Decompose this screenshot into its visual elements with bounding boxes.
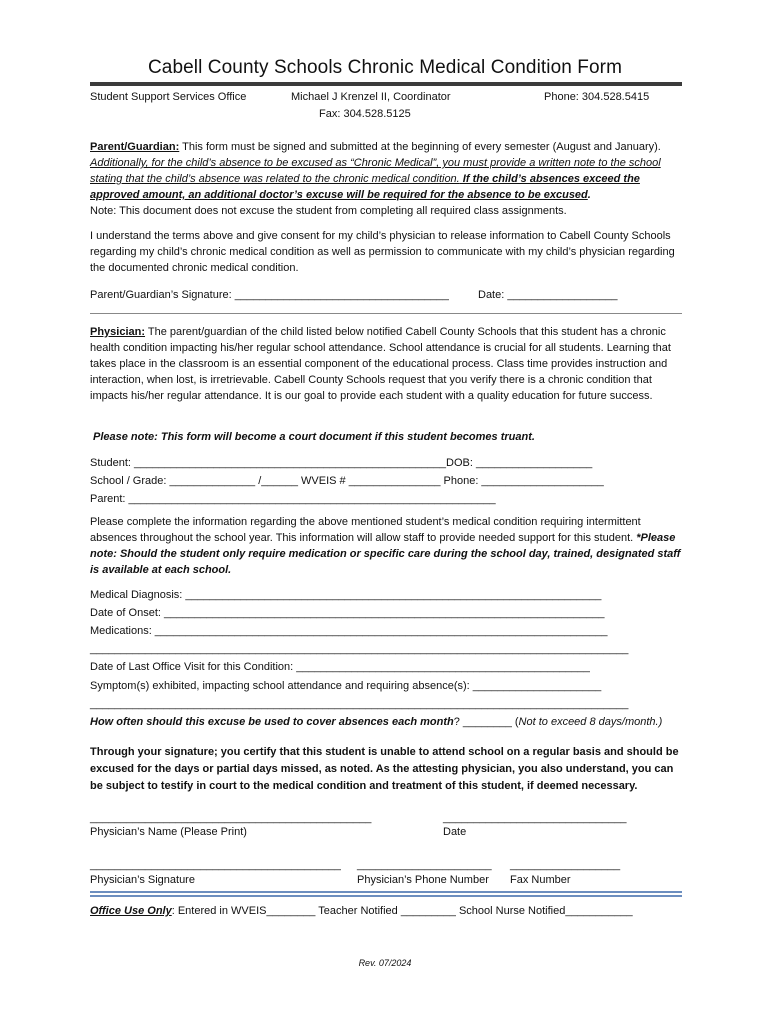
frequency-blank: ? ________ ( <box>453 716 519 728</box>
office-use-fields[interactable]: : Entered in WVEIS________ Teacher Notified _________ School Nurse Notified___________ <box>171 905 633 917</box>
office-use-label: Office Use Only <box>90 905 172 917</box>
fax-label: Fax Number <box>510 874 571 886</box>
office-fax: Fax: 304.528.5125 <box>319 108 411 120</box>
parent-signature-field[interactable]: Parent/Guardian’s Signature: ___________________________________ <box>90 289 449 301</box>
parent-label: Parent/Guardian: <box>90 141 180 153</box>
fax-line[interactable]: __________________ <box>510 859 621 871</box>
parent-excuse-warning: If the child’s absences exceed the approved amount, an additional doctor’s excuse will be required for the absence to be excused <box>90 173 640 201</box>
office-name: Student Support Services Office <box>90 91 247 103</box>
office-use-row <box>90 903 633 919</box>
title-rule <box>90 82 682 86</box>
medication-note: *Please note: Should the student only require medication or specific care during the school day, trained, designated staff is available at each school. <box>90 532 681 576</box>
physician-text: The parent/guardian of the child listed below notified Cabell County Schools that this student has a chronic health condition impacting his/her regular school attendance. School attendance is crucial for all students. Learning that takes place in the classroom is an essential component of the educational process. Class time provides instruction and interaction, when lost, is irretrievable. Cabell County Schools request that you verify there is a chronic condition that impacts his/her regular attendance. It is our goal to provide each student with a quality education for future success. <box>90 326 671 402</box>
parent-instructions <box>90 139 685 203</box>
consent-text: I understand the terms above and give consent for my child’s physician to release information to Cabell County Schools regarding my child’s chronic medical condition as well as permission to communicate with my child’s physician regarding the documented chronic medical condition. <box>90 230 675 274</box>
date-line[interactable]: ______________________________ <box>443 812 627 824</box>
court-note: Please note: This form will become a court document if this student becomes truant. <box>93 431 535 443</box>
medications-field[interactable]: Medications: __________________________________________________________________________ <box>90 625 608 637</box>
date-label: Date <box>443 826 467 838</box>
physician-certification: Through your signature; you certify that this student is unable to attend school on a regular basis and should be excused for the days or partial days missed, as noted. As the attesting physician, you also understand, you can be subject to testify in court to the medical condition and treatment of this student, if deemed necessary. <box>90 746 679 792</box>
physician-phone-line[interactable]: ______________________ <box>357 859 492 871</box>
medical-info-text: Please complete the information regarding the above mentioned student’s medical condition requiring intermittent absences throughout the school year. This information will allow staff to provide needed support for this student. <box>90 516 641 544</box>
office-phone: Phone: 304.528.5415 <box>544 91 650 103</box>
symptoms-field[interactable]: Symptom(s) exhibited, impacting school attendance and requiring absence(s): _____________________ <box>90 680 602 692</box>
symptoms-continued-field[interactable]: ________________________________________________________________________________________ <box>90 698 629 710</box>
parent-date-field[interactable]: Date: __________________ <box>478 289 618 301</box>
physician-signature-label: Physician’s Signature <box>90 874 195 886</box>
school-grade-field[interactable]: School / Grade: ______________ /______ WVEIS # _______________ Phone: ____________________ <box>90 475 604 487</box>
diagnosis-field[interactable]: Medical Diagnosis: ____________________________________________________________________ <box>90 589 602 601</box>
frequency-question: How often should this excuse be used to cover absences each month <box>90 716 454 728</box>
revision-date: Rev. 07/2024 <box>358 958 412 968</box>
section-divider <box>90 313 682 314</box>
physician-name-line[interactable]: ______________________________________________ <box>90 812 372 824</box>
office-divider-bottom <box>90 895 682 897</box>
office-divider-top <box>90 891 682 893</box>
physician-instructions <box>90 324 685 404</box>
onset-date-field[interactable]: Date of Onset: ________________________________________________________________________ <box>90 607 605 619</box>
last-visit-field[interactable]: Date of Last Office Visit for this Condition: ________________________________________________ <box>90 661 590 673</box>
parent-note-underlined: Additionally, for the child’s absence to be excused as “Chronic Medical”, you must provide a written note to the school stating that the child’s absence was related to the chronic medical condition. <box>90 157 661 185</box>
student-field[interactable]: Student: ___________________________________________________DOB: ___________________ <box>90 457 593 469</box>
physician-name-label: Physician’s Name (Please Print) <box>90 826 247 838</box>
form-title: Cabell County Schools Chronic Medical Condition Form <box>147 57 623 78</box>
absence-frequency-field[interactable] <box>90 714 662 730</box>
medical-info-instructions <box>90 514 685 578</box>
physician-phone-label: Physician’s Phone Number <box>357 874 489 886</box>
physician-label: Physician: <box>90 326 146 338</box>
coordinator-name: Michael J Krenzel II, Coordinator <box>291 91 451 103</box>
physician-signature-line[interactable]: _________________________________________ <box>90 859 341 871</box>
parent-note: Note: This document does not excuse the student from completing all required class assignments. <box>90 205 567 217</box>
medications-continued-field[interactable]: ________________________________________________________________________________________ <box>90 643 629 655</box>
frequency-limit: Not to exceed 8 days/month.) <box>518 716 663 728</box>
parent-text: This form must be signed and submitted at the beginning of every semester (August and January). <box>179 141 661 153</box>
parent-name-field[interactable]: Parent: ____________________________________________________________ <box>90 493 496 505</box>
parent-warning-end: . <box>587 189 591 201</box>
